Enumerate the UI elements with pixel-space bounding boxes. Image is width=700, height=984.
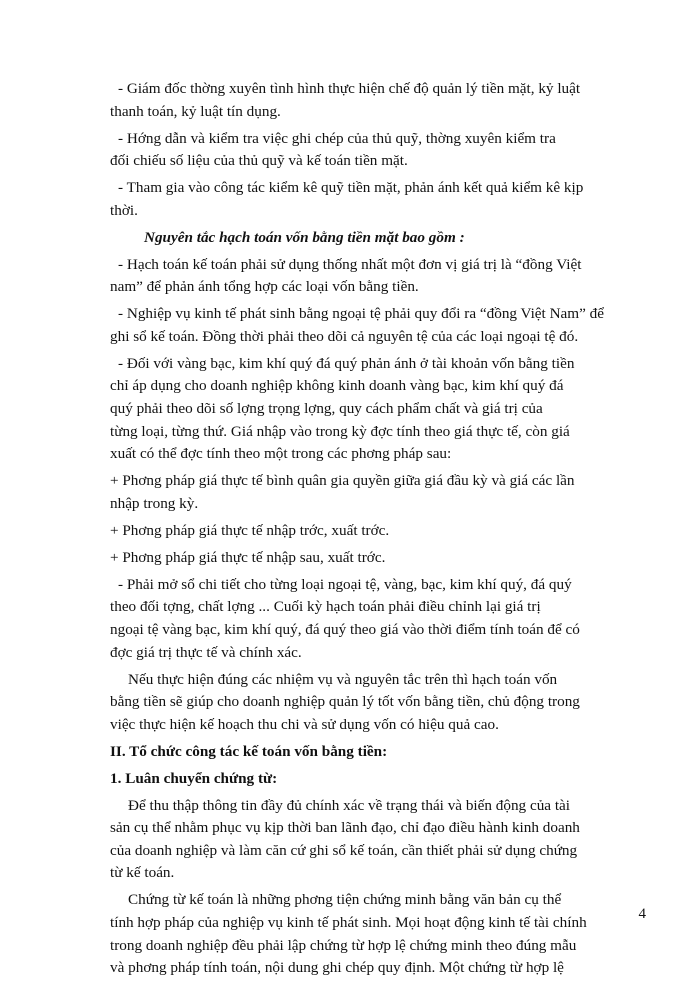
paragraph: [110, 547, 646, 570]
paragraph: [110, 470, 646, 515]
page-number: 4: [638, 906, 646, 922]
text-line: - Đối với vàng bạc, kim khí quý đá quý phản ánh ở tài khoản vốn bằng tiền: [118, 354, 575, 372]
text-line: quý phải theo dõi số lợng trọng lợng, quy cách phẩm chất và giá trị của: [110, 400, 543, 418]
text-line: + Phơng pháp giá thực tế nhập trớc, xuất trớc.: [110, 521, 390, 539]
paragraph: [110, 128, 646, 173]
paragraph: [110, 303, 646, 348]
text-line: từng loại, từng thứ. Giá nhập vào trong kỳ đợc tính theo giá thực tế, còn giá: [110, 422, 570, 440]
text-line: - Phải mở sổ chi tiết cho từng loại ngoại tệ, vàng, bạc, kim khí quý, đá quý: [118, 575, 572, 593]
text-line: trong doanh nghiệp đều phải lập chứng từ hợp lệ chứng minh theo đúng mẫu: [110, 936, 577, 954]
text-line: từ kế toán.: [110, 864, 175, 882]
section-heading: [110, 227, 646, 250]
paragraph: [110, 520, 646, 543]
paragraph: [110, 177, 646, 222]
paragraph: [110, 669, 646, 737]
text-line: - Hạch toán kế toán phải sử dụng thống nhất một đơn vị giá trị là “đồng Việt: [118, 255, 582, 273]
section-heading: [110, 768, 646, 791]
text-line: Để thu thập thông tin đầy đủ chính xác về trạng thái và biến động của tài: [128, 796, 571, 814]
text-line: đối chiếu số liệu của thủ quỹ và kế toán tiền mặt.: [110, 152, 408, 170]
text-line: bằng tiền sẽ giúp cho doanh nghiệp quản lý tốt vốn bằng tiền, chủ động trong: [110, 693, 580, 711]
text-line: nhập trong kỳ.: [110, 494, 199, 512]
document-page: [110, 78, 646, 984]
text-line: + Phơng pháp giá thực tế bình quân gia quyền giữa giá đầu kỳ và giá các lần: [110, 472, 575, 490]
paragraph: [110, 574, 646, 664]
paragraph: [110, 795, 646, 885]
text-line: thanh toán, kỷ luật tín dụng.: [110, 102, 281, 120]
text-line: Nguyên tắc hạch toán vốn bằng tiền mặt bao gồm :: [144, 228, 465, 246]
text-line: đợc giá trị thực tế và chính xác.: [110, 643, 302, 661]
text-line: Nếu thực hiện đúng các nhiệm vụ và nguyên tắc trên thì hạch toán vốn: [128, 670, 558, 688]
text-line: - Giám đốc thờng xuyên tình hình thực hiện chế độ quản lý tiền mặt, kỷ luật: [118, 80, 581, 97]
text-line: của doanh nghiệp và làm căn cứ ghi sổ kế toán, cần thiết phải sử dụng chứng: [110, 841, 578, 859]
text-line: 1. Luân chuyển chứng từ:: [110, 769, 278, 787]
text-line: thời.: [110, 201, 138, 219]
text-line: ghi sổ kế toán. Đồng thời phải theo dõi cả nguyên tệ của các loại ngoại tệ đó.: [110, 327, 579, 345]
text-line: và phơng pháp tính toán, nội dung ghi chép quy định. Một chứng từ hợp lệ: [110, 959, 564, 977]
text-line: nam” để phản ánh tổng hợp các loại vốn bằng tiền.: [110, 278, 419, 296]
text-line: tính hợp pháp của nghiệp vụ kinh tế phát sinh. Mọi hoạt động kinh tế tài chính: [110, 914, 587, 932]
text-line: chỉ áp dụng cho doanh nghiệp không kinh doanh vàng bạc, kim khí quý đá: [110, 377, 564, 395]
paragraph: [110, 353, 646, 466]
text-line: xuất có thể đợc tính theo một trong các phơng pháp sau:: [110, 445, 452, 463]
text-line: sản cụ thể nhằm phục vụ kịp thời ban lãnh đạo, chỉ đạo điều hành kinh doanh: [110, 819, 580, 837]
text-line: Chứng từ kế toán là những phơng tiện chứng minh bằng văn bản cụ thể: [128, 891, 562, 909]
text-line: - Tham gia vào công tác kiểm kê quỹ tiền mặt, phản ánh kết quả kiểm kê kịp: [118, 179, 584, 197]
text-line: việc thực hiện kế hoạch thu chi và sử dụng vốn có hiệu quả cao.: [110, 715, 499, 733]
text-line: theo đối tợng, chất lợng ... Cuối kỳ hạch toán phải điều chỉnh lại giá trị: [110, 598, 541, 616]
text-line: ngoại tệ vàng bạc, kim khí quý, đá quý theo giá vào thời điểm tính toán để có: [110, 620, 580, 638]
text-line: + Phơng pháp giá thực tế nhập sau, xuất trớc.: [110, 548, 386, 566]
paragraph: [110, 78, 646, 123]
paragraph: [110, 889, 646, 979]
paragraph: [110, 254, 646, 299]
text-line: - Nghiệp vụ kinh tế phát sinh bằng ngoại tệ phải quy đổi ra “đồng Việt Nam” để: [118, 305, 604, 323]
text-line: II. Tổ chức công tác kế toán vốn bằng tiền:: [110, 742, 388, 760]
text-line: - Hớng dẫn và kiểm tra việc ghi chép của thủ quỹ, thờng xuyên kiểm tra: [118, 129, 556, 147]
section-heading: [110, 741, 646, 764]
